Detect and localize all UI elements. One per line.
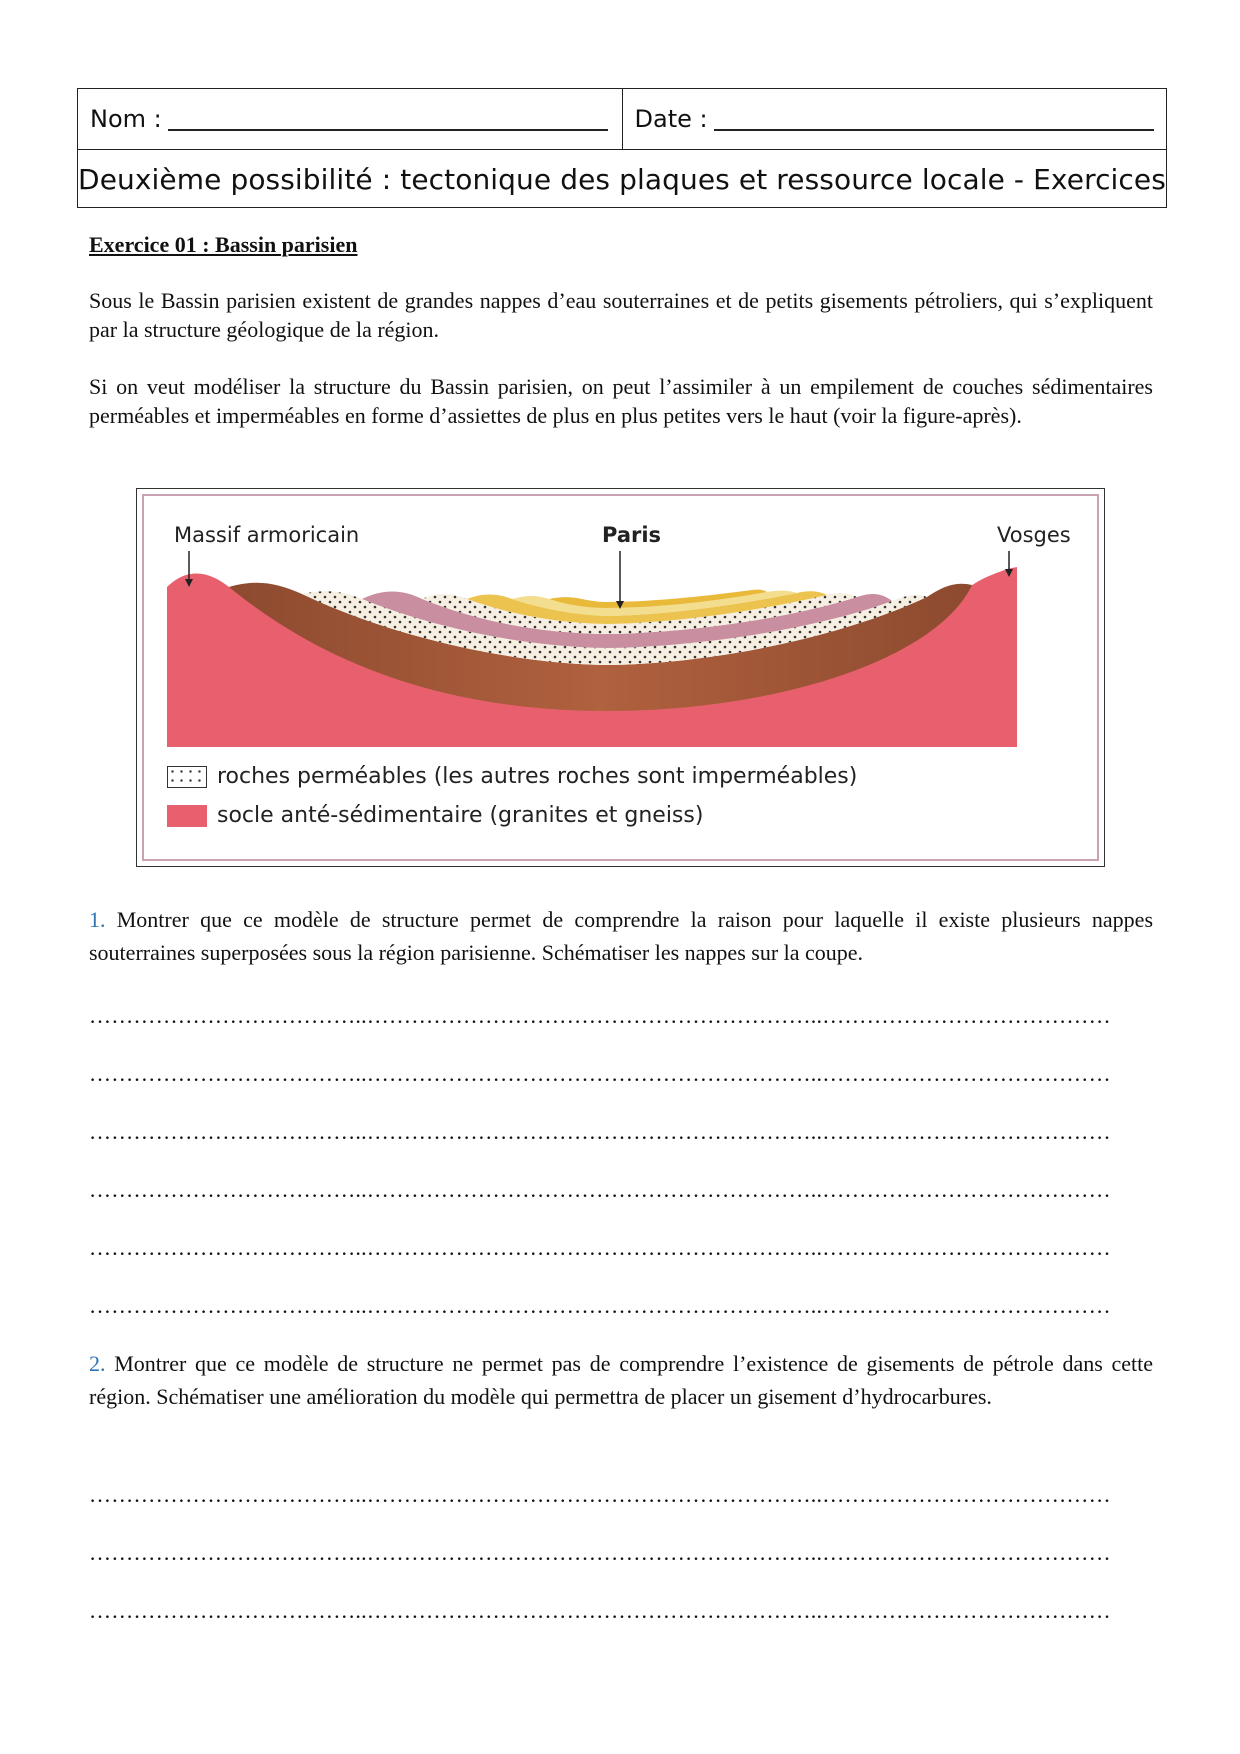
date-label: Date : (634, 105, 708, 133)
question-2-number: 2. (89, 1351, 106, 1376)
legend-permeable (167, 764, 857, 789)
answer-line[interactable]: ………………………………..……………………………………………………..………………………………… (89, 1482, 1111, 1507)
legend-swatch-pink (167, 805, 207, 827)
label-paris: Paris (602, 523, 662, 547)
label-massif-armoricain: Massif armoricain (174, 523, 360, 547)
intro-paragraph-1: Sous le Bassin parisien existent de grandes nappes d’eau souterraines et de petits gisements pétroliers, qui s’expliquent par la structure géologique de la région. (89, 288, 1153, 342)
answer-line[interactable]: ………………………………..……………………………………………………..………………………………… (89, 1003, 1111, 1028)
question-1 (89, 903, 1153, 969)
name-label: Nom : (90, 105, 162, 133)
question-2 (89, 1347, 1153, 1413)
geological-cross-section-figure (136, 488, 1105, 867)
name-fill-line[interactable] (168, 107, 608, 131)
question-1-text: Montrer que ce modèle de structure permet de comprendre la raison pour laquelle il existe plusieurs nappes souterraines superposées sous la région parisienne. Schématiser les nappes sur la coupe. (89, 907, 1154, 965)
legend-swatch-dotted (167, 766, 207, 788)
exercise-title: Exercice 01 : Bassin parisien (89, 232, 358, 257)
answer-line[interactable]: ………………………………..……………………………………………………..………………………………… (89, 1061, 1111, 1086)
answer-line[interactable]: ………………………………..……………………………………………………..………………………………… (89, 1119, 1111, 1144)
answer-line[interactable]: ………………………………..……………………………………………………..………………………………… (89, 1177, 1111, 1202)
answer-line[interactable]: ………………………………..……………………………………………………..………………………………… (89, 1598, 1111, 1623)
question-2-text: Montrer que ce modèle de structure ne permet pas de comprendre l’existence de gisements de pétrole dans cette région. Schématiser une amélioration du modèle qui permettra de placer un gisement d’hydrocarbures. (89, 1351, 1153, 1409)
legend-permeable-text: roches perméables (les autres roches sont imperméables) (217, 764, 858, 789)
worksheet-title: Deuxième possibilité : tectonique des plaques et ressource locale - Exercices (78, 162, 1166, 196)
question-1-number: 1. (89, 907, 106, 932)
answer-line[interactable]: ………………………………..……………………………………………………..………………………………… (89, 1293, 1111, 1318)
intro-paragraph-2: Si on veut modéliser la structure du Bassin parisien, on peut l’assimiler à un empilement de couches sédimentaires perméables et imperméables en forme d’assiettes de plus en plus petites vers le haut (voir la figure-après). (89, 374, 1153, 428)
answer-line[interactable]: ………………………………..……………………………………………………..………………………………… (89, 1235, 1111, 1260)
legend-socle (167, 803, 703, 828)
date-cell[interactable] (623, 89, 1167, 149)
legend-socle-text: socle anté-sédimentaire (granites et gneiss) (217, 803, 704, 828)
header-table (77, 88, 1167, 208)
answer-line[interactable]: ………………………………..……………………………………………………..………………………………… (89, 1540, 1111, 1565)
name-cell[interactable] (78, 89, 623, 149)
header-row (78, 89, 1166, 150)
date-fill-line[interactable] (714, 107, 1154, 131)
label-vosges: Vosges (997, 523, 1071, 547)
